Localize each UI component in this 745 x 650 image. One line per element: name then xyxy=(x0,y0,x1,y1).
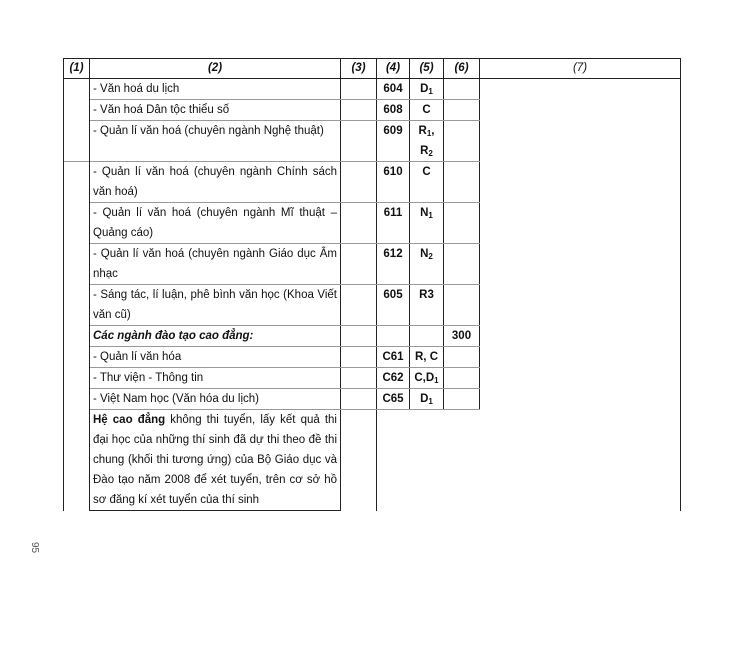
program-name: - Sáng tác, lí luận, phê bình văn học (Khoa Viết văn cũ) xyxy=(90,285,341,326)
header-col-6: (6) xyxy=(444,59,480,79)
program-code: C61 xyxy=(377,347,410,368)
program-name: - Việt Nam học (Văn hóa du lịch) xyxy=(90,389,341,410)
exam-block: $D_1$ xyxy=(410,389,444,410)
exam-block: R, C xyxy=(410,347,444,368)
program-code: 610 xyxy=(377,162,410,203)
header-col-7: (7) xyxy=(480,59,681,79)
admissions-table xyxy=(63,58,681,511)
header-col-1: (1) xyxy=(64,59,90,79)
header-col-4: (4) xyxy=(377,59,410,79)
page-number: 95 xyxy=(29,542,40,554)
program-code: 605 xyxy=(377,285,410,326)
exam-block: $N_1$ xyxy=(410,203,444,244)
header-col-2: (2) xyxy=(90,59,341,79)
table-row xyxy=(64,79,681,100)
college-note: Hệ cao đẳng không thi tuyển, lấy kết quả thi đại học của những thí sinh đã dự thi theo đề thi chung (khối thi tương ứng) của Bộ Giáo dục và Đào tạo năm 2008 để xét tuyển, trên cơ sở hồ sơ đăng kí xét tuyển của thí sinh xyxy=(90,410,341,511)
program-name: - Văn hoá du lịch xyxy=(90,79,341,100)
exam-block: C xyxy=(410,162,444,203)
exam-block: $R_1$, $R_2$ xyxy=(410,121,444,162)
exam-block: C xyxy=(410,100,444,121)
program-name: - Quản lí văn hoá (chuyên ngành Chính sách văn hoá) xyxy=(90,162,341,203)
program-name: - Quản lí văn hoá (chuyên ngành Mĩ thuật – Quảng cáo) xyxy=(90,203,341,244)
program-name: - Quản lí văn hoá (chuyên ngành Giáo dục Âm nhạc xyxy=(90,244,341,285)
exam-block: $D_1$ xyxy=(410,79,444,100)
program-code: 612 xyxy=(377,244,410,285)
program-name: - Thư viện - Thông tin xyxy=(90,368,341,389)
program-code: 604 xyxy=(377,79,410,100)
college-quota: 300 xyxy=(444,326,480,347)
program-code: 609 xyxy=(377,121,410,162)
program-name: - Quản lí văn hoá (chuyên ngành Nghệ thuật) xyxy=(90,121,341,162)
program-code: C65 xyxy=(377,389,410,410)
program-name: - Quản lí văn hóa xyxy=(90,347,341,368)
header-col-5: (5) xyxy=(410,59,444,79)
program-code: C62 xyxy=(377,368,410,389)
program-code: 608 xyxy=(377,100,410,121)
exam-block: $N_2$ xyxy=(410,244,444,285)
college-heading: Các ngành đào tạo cao đẳng: xyxy=(90,326,341,347)
program-code: 611 xyxy=(377,203,410,244)
header-col-3: (3) xyxy=(341,59,377,79)
header-row xyxy=(64,59,681,79)
program-name: - Văn hoá Dân tộc thiểu số xyxy=(90,100,341,121)
exam-block: $C,D_1$ xyxy=(410,368,444,389)
exam-block: R3 xyxy=(410,285,444,326)
